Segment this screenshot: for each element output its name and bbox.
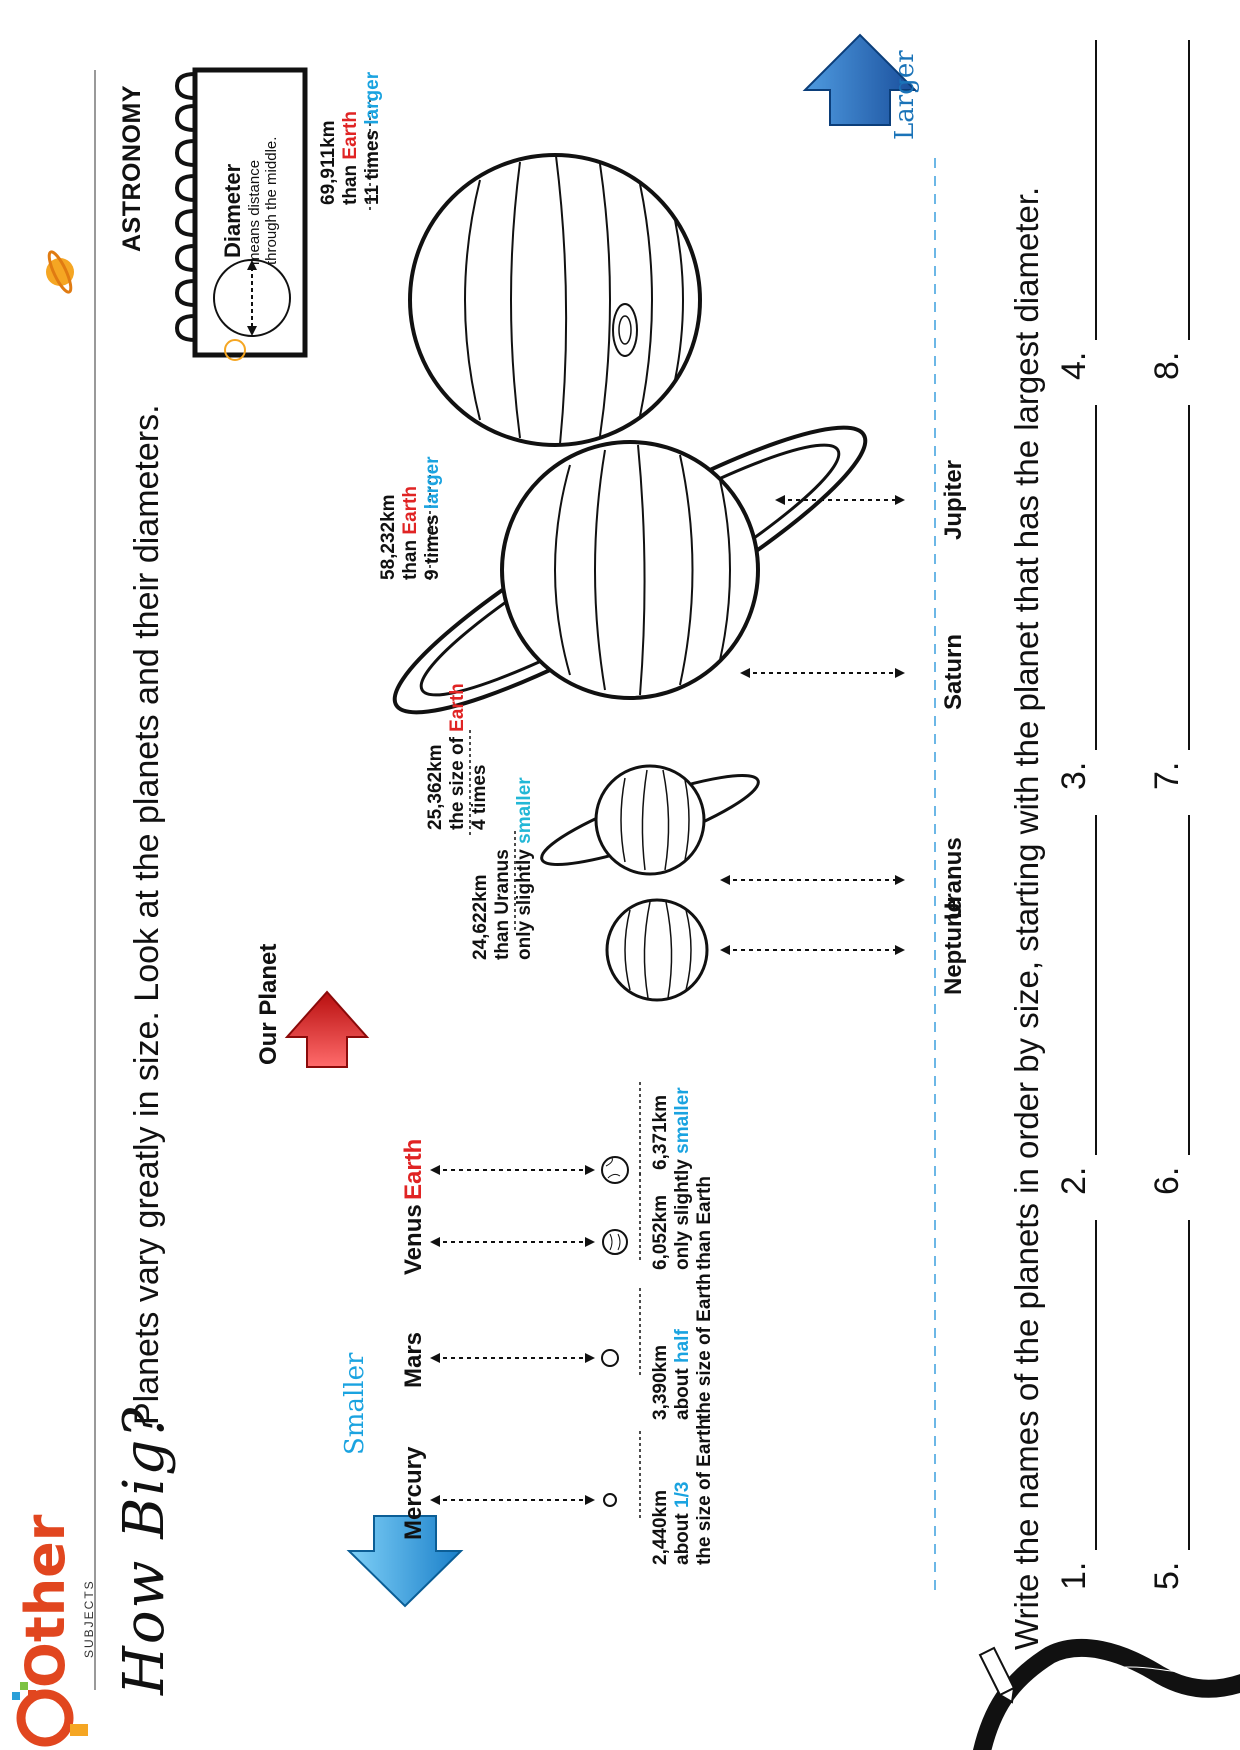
uranus-line-1: [447, 683, 469, 830]
logo-subtitle: SUBJECTS: [82, 1579, 96, 1658]
saturn-size: 58,232km: [378, 494, 399, 580]
our-planet-arrow-icon: [287, 992, 367, 1067]
our-planet-label: Our Planet: [255, 943, 282, 1065]
neptune-line-1: than Uranus: [492, 849, 513, 960]
task-instruction: Write the names of the planets in order by size, starting with the planet that has the largest diameter.: [1008, 186, 1045, 1650]
answer-line-7[interactable]: [1148, 405, 1190, 750]
jupiter-line-2-text: 11 times: [362, 124, 383, 205]
mercury-about: [672, 1418, 694, 1565]
saturn-highlight-2: larger: [422, 456, 443, 510]
neptune-line-2-text: only slightly: [514, 843, 535, 960]
earth-name: Earth: [400, 1138, 427, 1200]
answer-number-2: 2.: [1055, 1166, 1093, 1195]
mercury-planet: [604, 1494, 616, 1506]
answer-number-7: 7.: [1148, 761, 1186, 790]
answer-line-1[interactable]: [1055, 1220, 1097, 1550]
neptune-name: Neptune: [940, 899, 967, 995]
neptune-highlight: smaller: [514, 777, 535, 844]
uranus-line-1-text: the size of: [447, 731, 468, 830]
answer-number-1: 1.: [1055, 1561, 1093, 1590]
definition-line-2: through the middle.: [263, 136, 280, 265]
venus-size: 6,052km: [650, 1194, 671, 1270]
uranus-line-2: 4 times: [469, 764, 490, 830]
definition-line-1: means distance: [246, 159, 263, 265]
mars-rest: the size of Earth: [694, 1273, 715, 1420]
answer-number-6: 6.: [1148, 1166, 1186, 1195]
answer-line-6[interactable]: [1148, 815, 1190, 1155]
mars-info: [650, 1273, 716, 1420]
neptune-line-2: [514, 777, 536, 960]
earth-planet: [602, 1157, 628, 1183]
answer-number-3: 3.: [1055, 761, 1093, 790]
mercury-size: 2,440km: [650, 1489, 671, 1565]
uranus-planet: [534, 760, 765, 880]
jupiter-line-2: [362, 72, 384, 205]
mars-size: 3,390km: [650, 1344, 671, 1420]
definition-term: Diameter: [220, 163, 245, 258]
mars-name: Mars: [400, 1331, 427, 1388]
neptune-size: 24,622km: [470, 874, 491, 960]
jupiter-name: Jupiter: [940, 459, 967, 540]
saturn-line-1-text: than: [400, 534, 421, 580]
saturn-highlight: Earth: [400, 486, 421, 535]
mars-planet: [602, 1350, 618, 1366]
mercury-info: [650, 1418, 716, 1565]
uranus-size: 25,362km: [425, 744, 446, 830]
answer-line-2[interactable]: [1055, 815, 1097, 1155]
answer-line-5[interactable]: [1148, 1220, 1190, 1550]
earth-size: 6,371km: [650, 1094, 671, 1170]
uranus-highlight: Earth: [447, 683, 468, 732]
jupiter-line-1-text: than: [340, 159, 361, 205]
jupiter-line-1: [340, 72, 362, 205]
venus-line-1: [672, 1087, 694, 1270]
larger-label: Larger: [890, 50, 920, 140]
neptune-planet: [607, 900, 707, 1000]
intro-text: Planets vary greatly in size. Look at the planets and their diameters.: [128, 404, 166, 1425]
uranus-info: [425, 683, 491, 830]
jupiter-size: 69,911km: [318, 120, 339, 205]
saturn-name: Saturn: [940, 633, 967, 710]
answer-line-3[interactable]: [1055, 405, 1097, 750]
venus-line-2: than Earth: [694, 1176, 715, 1270]
jupiter-planet: [410, 155, 700, 445]
logo-icon: [12, 1682, 88, 1742]
uranus-name: Uranus: [940, 837, 967, 920]
answer-line-8[interactable]: [1148, 40, 1190, 340]
mercury-about-text: about: [672, 1508, 693, 1565]
saturn-line-1: [400, 456, 422, 580]
saturn-line-2-text: 9 times: [422, 509, 443, 580]
jupiter-highlight-2: larger: [362, 71, 383, 125]
answer-number-4: 4.: [1055, 351, 1093, 380]
mercury-rest: the size of Earth: [694, 1418, 715, 1565]
definition-text: [246, 137, 280, 265]
venus-highlight: smaller: [672, 1087, 693, 1154]
mercury-name: Mercury: [400, 1446, 427, 1540]
answer-number-8: 8.: [1148, 351, 1186, 380]
answer-number-5: 5.: [1148, 1561, 1186, 1590]
section-title: ASTRONOMY: [118, 85, 146, 252]
page-title: How Big?: [112, 1405, 177, 1695]
planet-icon: [45, 250, 74, 295]
jupiter-highlight: Earth: [340, 111, 361, 160]
mars-about: [672, 1273, 694, 1420]
mars-fraction: half: [672, 1329, 693, 1363]
venus-planet: [603, 1230, 627, 1254]
earth-info: [650, 1095, 672, 1170]
saturn-line-2: [422, 456, 444, 580]
sun-outline: [980, 1648, 1240, 1750]
mercury-fraction: 1/3: [672, 1481, 693, 1508]
smaller-label: Smaller: [340, 1352, 370, 1455]
venus-name: Venus: [400, 1204, 427, 1275]
answer-line-4[interactable]: [1055, 40, 1097, 340]
logo-text: Other: [14, 1514, 77, 1688]
saturn-info: [378, 456, 444, 580]
venus-line-1-text: only slightly: [672, 1153, 693, 1270]
jupiter-info: [318, 72, 384, 205]
mars-about-text: about: [672, 1363, 693, 1420]
